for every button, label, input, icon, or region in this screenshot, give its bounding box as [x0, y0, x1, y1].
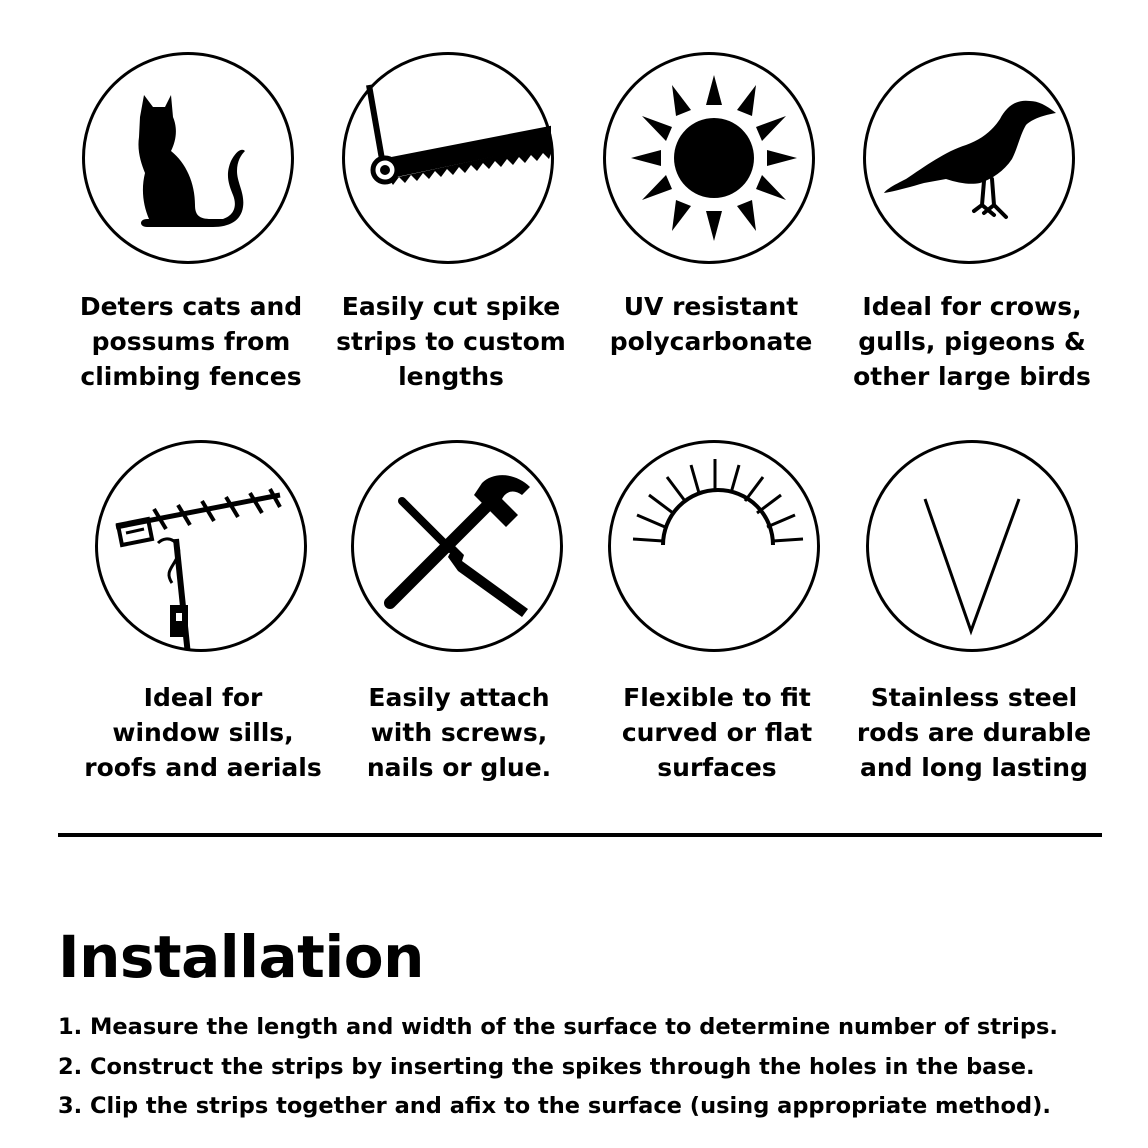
installation-step: 2. Construct the strips by inserting the spikes through the holes in the base. [58, 1053, 1035, 1080]
feature-caption: Ideal for crows, gulls, pigeons & other large birds [853, 292, 1091, 391]
feature-crow [863, 52, 1075, 264]
feature-caption: UV resistant polycarbonate [609, 292, 813, 356]
steel-rods-icon [869, 443, 1075, 649]
feature-caption: Easily attach with screws, nails or glue. [366, 683, 552, 782]
feature-rods [866, 440, 1078, 652]
curved-spikes-icon [611, 443, 817, 649]
feature-caption: Deters cats and possums from climbing fences [79, 292, 303, 391]
saw-icon [345, 55, 551, 261]
installation-steps [58, 1008, 1058, 1127]
feature-caption: Stainless steel rods are durable and long lasting [856, 683, 1092, 782]
sun-icon [606, 55, 812, 261]
feature-cat [82, 52, 294, 264]
cat-icon [85, 55, 291, 261]
hammer-screwdriver-icon [354, 443, 560, 649]
feature-sun [603, 52, 815, 264]
feature-caption: Easily cut spike strips to custom lengths [336, 292, 566, 391]
antenna-icon [98, 443, 304, 649]
installation-heading: Installation [58, 923, 424, 991]
feature-curved [608, 440, 820, 652]
feature-caption: Flexible to fit curved or flat surfaces [621, 683, 813, 782]
feature-antenna [95, 440, 307, 652]
section-divider [58, 833, 1102, 837]
feature-caption: Ideal for window sills, roofs and aerials [84, 683, 322, 782]
installation-step: 1. Measure the length and width of the surface to determine number of strips. [58, 1014, 1058, 1040]
installation-step: 3. Clip the strips together and afix to the surface (using appropriate method). [58, 1093, 1051, 1119]
crow-icon [866, 55, 1072, 261]
feature-tools [351, 440, 563, 652]
feature-saw [342, 52, 554, 264]
